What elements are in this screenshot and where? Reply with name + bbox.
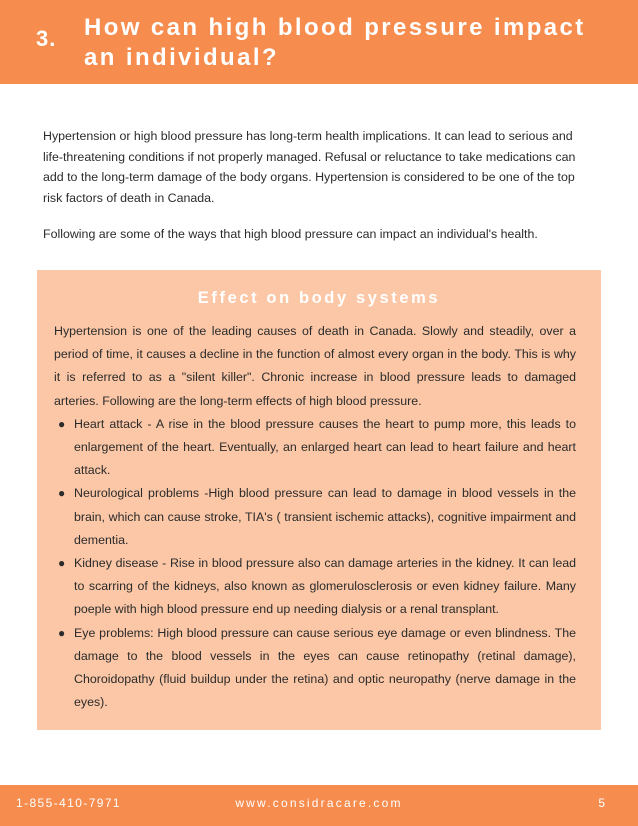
footer-phone: 1-855-410-7971: [16, 796, 122, 810]
effect-box-title: Effect on body systems: [197, 289, 441, 307]
effect-box-body: [54, 320, 576, 714]
bullet-icon: ●: [58, 486, 66, 501]
list-item: [54, 413, 576, 483]
footer-website[interactable]: www.considracare.com: [235, 796, 403, 810]
effect-box: [37, 270, 601, 730]
list-item-text: Neurological problems -High blood pressure can lead to damage in blood vessels in the brain, which can cause stroke, TIA's ( transient ischemic attacks), cognitive impairment and dementia.: [74, 486, 576, 547]
section-header: [0, 0, 638, 84]
list-item-text: Eye problems: High blood pressure can cause serious eye damage or even blindness. The damage to the blood vessels in the eyes can cause retinopathy (retinal damage), Choroidopathy (fluid buildup under the retina) and optic neuropathy (nerve damage in the eyes).: [74, 625, 576, 710]
intro-paragraph-2: Following are some of the ways that high blood pressure can impact an individual's health.: [43, 227, 538, 241]
bullet-icon: ●: [58, 556, 66, 571]
intro-paragraph: Hypertension or high blood pressure has long-term health implications. It can lead to serious and life-threatening conditions if not properly managed. Refusal or reluctance to take medications can add to the long-term damage of the body organs. Hypertension is considered to be one of the top risk factors of death in Canada.: [43, 129, 576, 205]
list-item: [54, 482, 576, 552]
list-item-text: Kidney disease - Rise in blood pressure also can damage arteries in the kidney. It can lead to scarring of the kidneys, also known as glomerulosclerosis or even kidney failure. Many poeple with high blood pressure end up needing dialysis or a renal transplant.: [74, 556, 576, 617]
effect-paragraph: Hypertension is one of the leading causes of death in Canada. Slowly and steadily, over a period of time, it causes a decline in the function of almost every organ in the body. This is why it is referred to as a "silent killer". Chronic increase in blood pressure leads to damaged arteries. Following are the long-term effects of high blood pressure.: [54, 324, 576, 408]
bullet-icon: ●: [58, 625, 66, 640]
list-item: [54, 552, 576, 622]
list-item-text: Heart attack - A rise in the blood pressure causes the heart to pump more, this leads to enlargement of the heart. Eventually, an enlarged heart can lead to heart failure and heart attack.: [74, 416, 576, 478]
page-footer: [0, 785, 638, 826]
section-number: 3.: [36, 26, 57, 51]
page-number: 5: [598, 796, 605, 810]
bullet-icon: ●: [58, 416, 66, 431]
effects-list: [54, 413, 576, 715]
section-title: How can high blood pressure impact an individual?: [84, 14, 586, 71]
list-item: [54, 622, 576, 715]
